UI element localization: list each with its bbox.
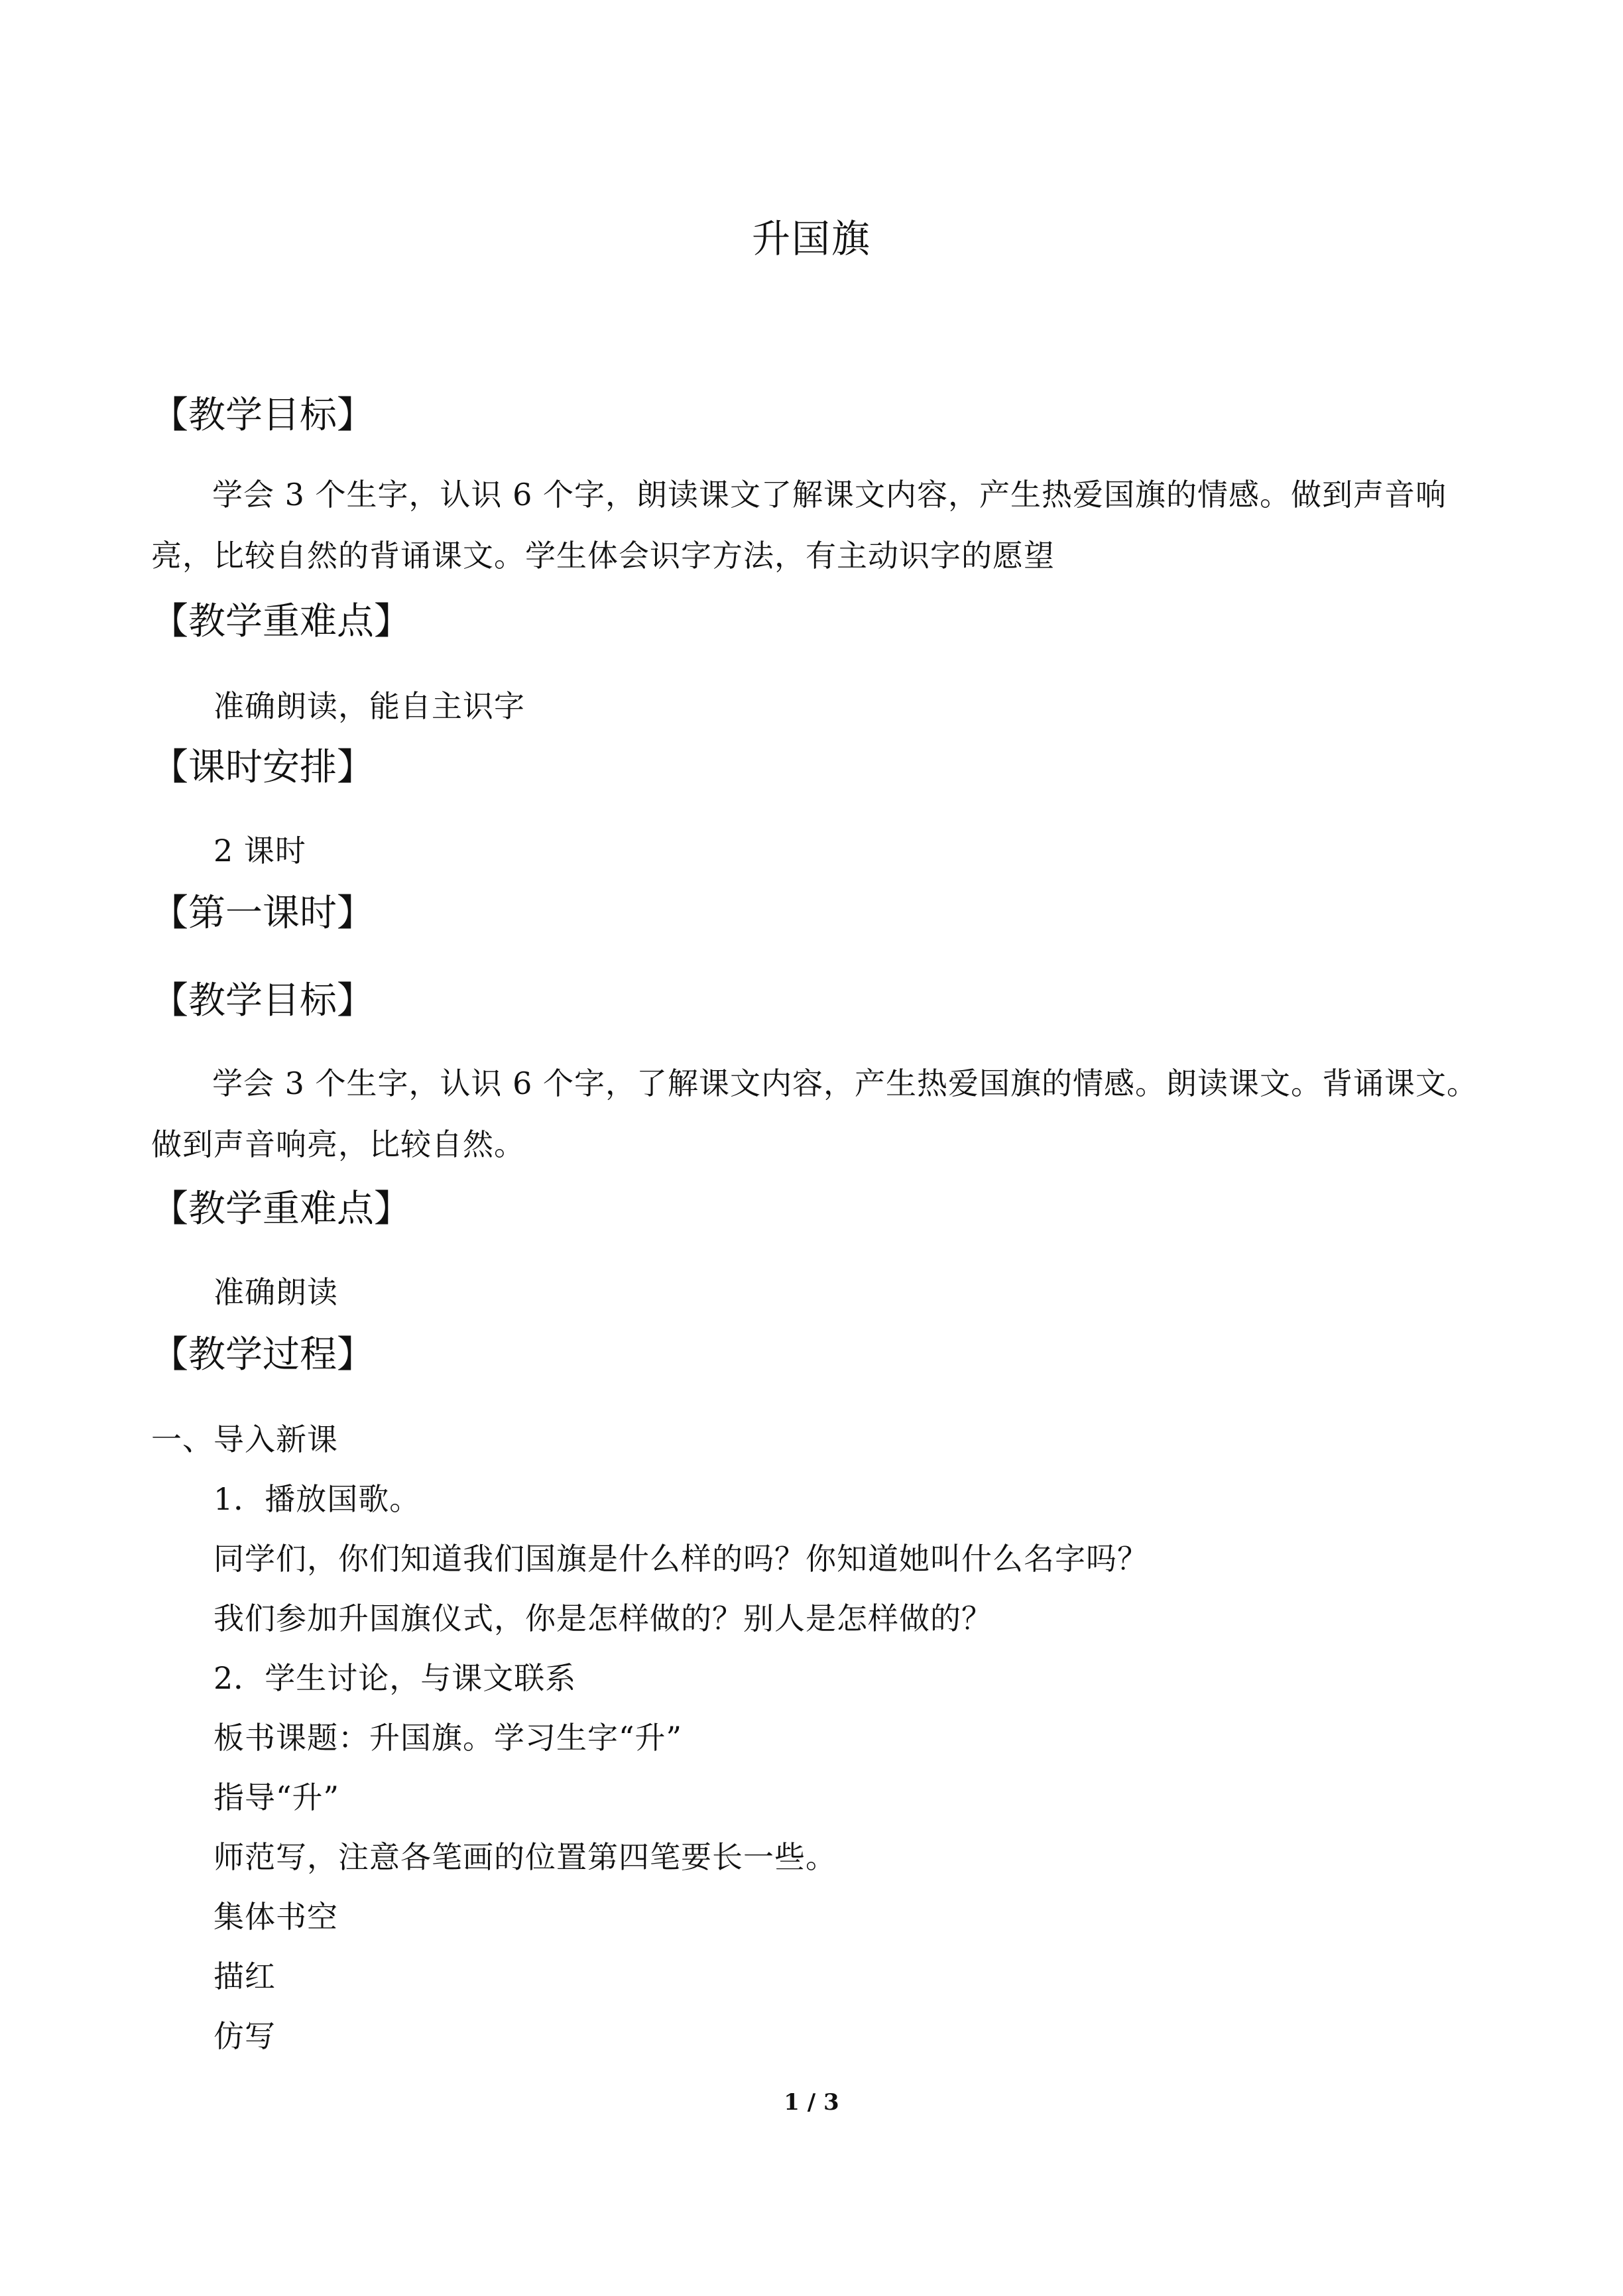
- heading-schedule: 【课时安排】: [151, 746, 374, 789]
- process-line: 同学们，你们知道我们国旗是什么样的吗？你知道她叫什么名字吗？: [213, 1541, 1148, 1577]
- process-line: 1．播放国歌。: [213, 1481, 421, 1517]
- page-number: 1 / 3: [784, 2089, 839, 2116]
- process-line: 指导“升”: [213, 1780, 340, 1815]
- process-line: 仿写: [213, 2018, 276, 2054]
- process-step-intro: 一、导入新课: [151, 1421, 338, 1457]
- paragraph-teaching-goals-2: 学会 3 个生字，认识 6 个字，了解课文内容，产生热爱国旗的情感。朗读课文。背诵课文。做到声音响亮，比较自然。: [151, 1065, 1478, 1162]
- paragraph-teaching-goals: 学会 3 个生字，认识 6 个字，朗读课文了解课文内容，产生热爱国旗的情感。做到声音响亮，比较自然的背诵课文。学生体会识字方法，有主动识字的愿望: [151, 477, 1447, 574]
- heading-key-difficulties-2: 【教学重难点】: [151, 1187, 411, 1231]
- text-key-difficulties-2: 准确朗读: [213, 1274, 338, 1310]
- process-line: 板书课题：升国旗。学习生字“升”: [213, 1720, 683, 1756]
- process-line: 描红: [213, 1959, 276, 1994]
- heading-teaching-goals: 【教学目标】: [151, 394, 374, 437]
- text-key-difficulties: 准确朗读，能自主识字: [213, 688, 525, 724]
- process-line: 集体书空: [213, 1899, 338, 1935]
- process-line: 师范写，注意各笔画的位置第四笔要长一些。: [213, 1839, 837, 1875]
- heading-key-difficulties: 【教学重难点】: [151, 600, 411, 643]
- process-line: 我们参加升国旗仪式，你是怎样做的？别人是怎样做的？: [213, 1601, 992, 1636]
- heading-teaching-goals-2: 【教学目标】: [151, 979, 374, 1022]
- process-line: 2．学生讨论，与课文联系: [213, 1660, 577, 1696]
- text-schedule: 2 课时: [213, 833, 306, 869]
- heading-first-lesson: 【第一课时】: [151, 892, 374, 935]
- heading-teaching-process: 【教学过程】: [151, 1333, 374, 1376]
- page-title: 升国旗: [751, 216, 871, 261]
